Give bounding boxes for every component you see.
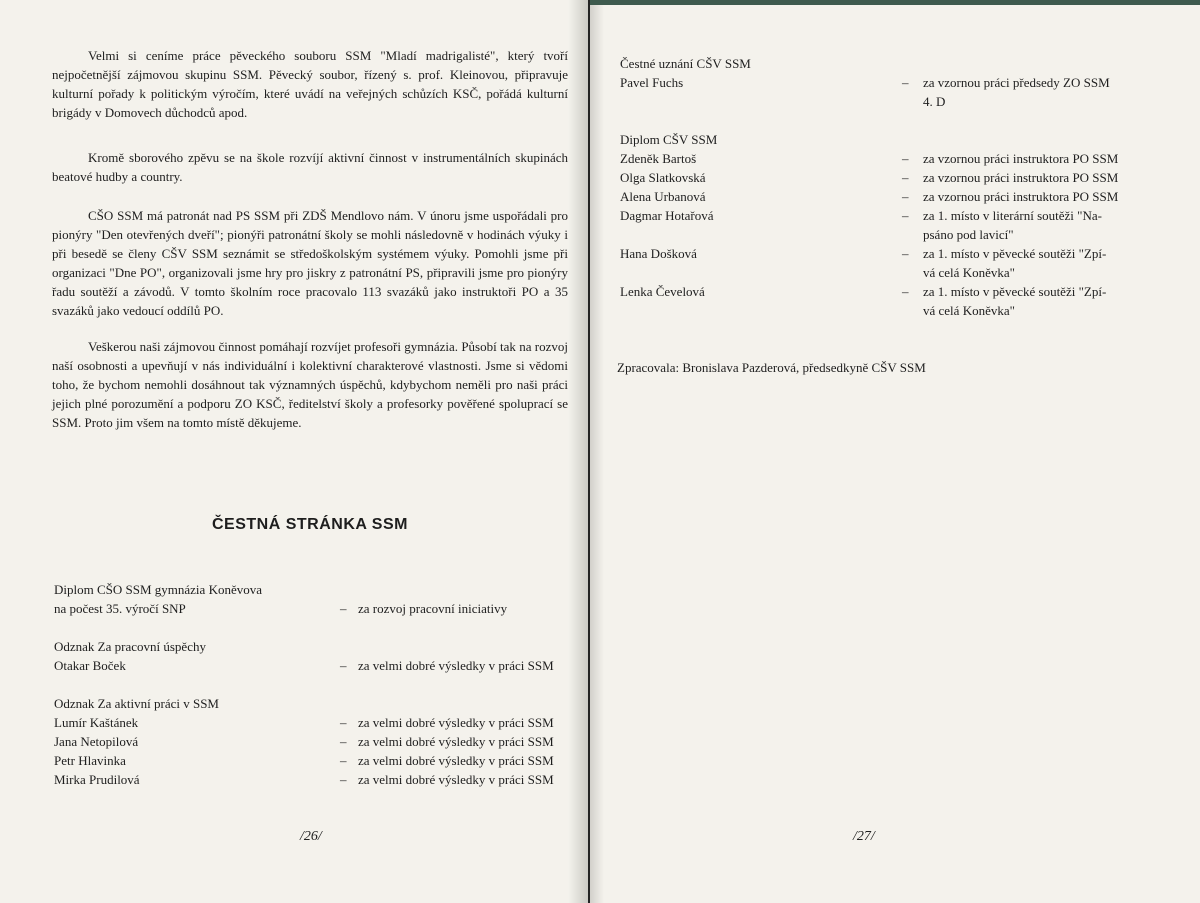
honor-reason: za vzornou práci předsedy ZO SSM — [923, 75, 1110, 90]
honor-reason: za 1. místo v pěvecké soutěži "Zpí- — [923, 246, 1107, 261]
honor-row — [620, 73, 1180, 92]
honor-dash: – — [902, 151, 909, 166]
honor-row — [54, 637, 574, 656]
honor-row — [54, 656, 574, 675]
honor-row — [620, 263, 1180, 282]
page-number-right: /27/ — [853, 829, 875, 844]
honor-name: Hana Došková — [620, 246, 697, 261]
paragraph-patronage: CŠO SSM má patronát nad PS SSM při ZDŠ Mendlovo nám. V únoru jsme uspořádali pro pionýry "Den otevřených dveří"; pionýři patronátní školy se mohli následovně v hodinách výuky i při besedě se členy CŠV SSM seznámit se středoškolským systémem výuky. Pomohli jsme při organizaci "Dne PO", organizovali jsme hry pro jiskry z patronátní PS, připravili jsme pro pionýry řadu soutěží a závodů. V tomto školním roce pracovalo 113 svazáků jako instruktoři PO a 35 svazáků jako vedoucí oddílů PO. — [52, 208, 568, 318]
honor-name: Jana Netopilová — [54, 734, 139, 749]
honor-reason: za velmi dobré výsledky v práci SSM — [358, 715, 554, 730]
honor-name: Zdeněk Bartoš — [620, 151, 697, 166]
honor-name: Pavel Fuchs — [620, 75, 684, 90]
right-page — [590, 0, 1200, 903]
honor-name: Odznak Za aktivní práci v SSM — [54, 696, 219, 711]
honor-row — [54, 675, 574, 694]
honor-dash: – — [902, 284, 909, 299]
gutter-shadow — [568, 0, 590, 903]
honor-name: Lumír Kaštánek — [54, 715, 139, 730]
honor-row — [620, 187, 1180, 206]
honor-reason: za vzornou práci instruktora PO SSM — [923, 151, 1119, 166]
honor-reason: za vzornou práci instruktora PO SSM — [923, 170, 1119, 185]
honor-name: Alena Urbanová — [620, 189, 706, 204]
honor-reason: za velmi dobré výsledky v práci SSM — [358, 772, 554, 787]
honor-row — [620, 92, 1180, 111]
page-number-left: /26/ — [300, 829, 322, 844]
top-edge — [590, 0, 1200, 5]
honor-reason: vá celá Koněvka" — [923, 303, 1015, 318]
honor-row — [620, 225, 1180, 244]
honor-name: Čestné uznání CŠV SSM — [620, 56, 751, 71]
honor-name: Petr Hlavinka — [54, 753, 126, 768]
honor-dash: – — [902, 189, 909, 204]
honor-dash: – — [340, 772, 347, 787]
honor-dash: – — [902, 75, 909, 90]
left-honors-list — [54, 580, 574, 789]
honor-name: Diplom CŠV SSM — [620, 132, 718, 147]
honor-dash: – — [340, 601, 347, 616]
honor-name: Diplom CŠO SSM gymnázia Koněvova — [54, 582, 262, 597]
paragraph-madrigalists: Velmi si ceníme práce pěveckého souboru SSM "Mladí madrigalisté", který tvoří nejpočetnější zájmovou skupinu SSM. Pěvecký soubor, řízený s. prof. Kleinovou, připravuje kulturní pořady k politickým výročím, které uvádí na veřejných schůzích KSČ, pořádá kulturní brigády v Domovech důchodců apod. — [52, 48, 568, 120]
honor-dash: – — [902, 246, 909, 261]
right-honors-list — [620, 54, 1180, 320]
honor-row — [54, 580, 574, 599]
honor-name: Otakar Boček — [54, 658, 126, 673]
honor-name: Odznak Za pracovní úspěchy — [54, 639, 206, 654]
honor-name: na počest 35. výročí SNP — [54, 601, 186, 616]
honor-reason: za velmi dobré výsledky v práci SSM — [358, 753, 554, 768]
honor-reason: vá celá Koněvka" — [923, 265, 1015, 280]
honor-row — [54, 599, 574, 618]
honor-row — [54, 732, 574, 751]
honor-dash: – — [902, 170, 909, 185]
honor-reason: za 1. místo v pěvecké soutěži "Zpí- — [923, 284, 1107, 299]
compiled-by: Zpracovala: Bronislava Pazderová, předsedkyně CŠV SSM — [617, 360, 926, 375]
paragraph-thanks: Veškerou naši zájmovou činnost pomáhají rozvíjet profesoři gymnázia. Působí tak na rozvoj naší osobnosti a upevňují v nás individuální i kolektivní charakterové vlastnosti. Jsme si vědomi toho, že bychom nemohli dosáhnout tak významných úspěchů, kdybychom neměli pro naši práci jejich plné porozumění a podporu ZO KSČ, ředitelství školy a profesorky pověřené spoluprací se SSM. Proto jim všem na tomto místě děkujeme. — [52, 339, 568, 430]
honor-reason: za rozvoj pracovní iniciativy — [358, 601, 508, 616]
honor-reason: psáno pod lavicí" — [923, 227, 1014, 242]
honor-reason: za velmi dobré výsledky v práci SSM — [358, 734, 554, 749]
honor-dash: – — [902, 208, 909, 223]
honor-name: Mirka Prudilová — [54, 772, 140, 787]
honor-reason: za 1. místo v literární soutěži "Na- — [923, 208, 1102, 223]
honor-row — [54, 770, 574, 789]
honor-row — [620, 168, 1180, 187]
honor-row — [54, 751, 574, 770]
honor-row — [54, 694, 574, 713]
honor-dash: – — [340, 753, 347, 768]
honor-row — [620, 282, 1180, 301]
honor-reason: 4. D — [923, 94, 946, 109]
honor-row — [54, 618, 574, 637]
honor-row — [54, 713, 574, 732]
honor-dash: – — [340, 715, 347, 730]
right-gutter-shadow — [590, 0, 604, 903]
honor-row — [620, 206, 1180, 225]
honor-row — [620, 149, 1180, 168]
honor-row — [620, 54, 1180, 73]
honor-name: Olga Slatkovská — [620, 170, 706, 185]
honor-row — [620, 111, 1180, 130]
honor-reason: za vzornou práci instruktora PO SSM — [923, 189, 1119, 204]
honor-row — [620, 244, 1180, 263]
honor-page-heading: ČESTNÁ STRÁNKA SSM — [212, 516, 408, 533]
honor-dash: – — [340, 658, 347, 673]
left-page — [0, 0, 588, 903]
honor-row — [620, 130, 1180, 149]
honor-dash: – — [340, 734, 347, 749]
paragraph-instrumental: Kromě sborového zpěvu se na škole rozvíjí aktivní činnost v instrumentálních skupinách beatové hudby a country. — [52, 150, 568, 184]
honor-reason: za velmi dobré výsledky v práci SSM — [358, 658, 554, 673]
honor-row — [620, 301, 1180, 320]
honor-name: Dagmar Hotařová — [620, 208, 714, 223]
honor-name: Lenka Čevelová — [620, 284, 705, 299]
